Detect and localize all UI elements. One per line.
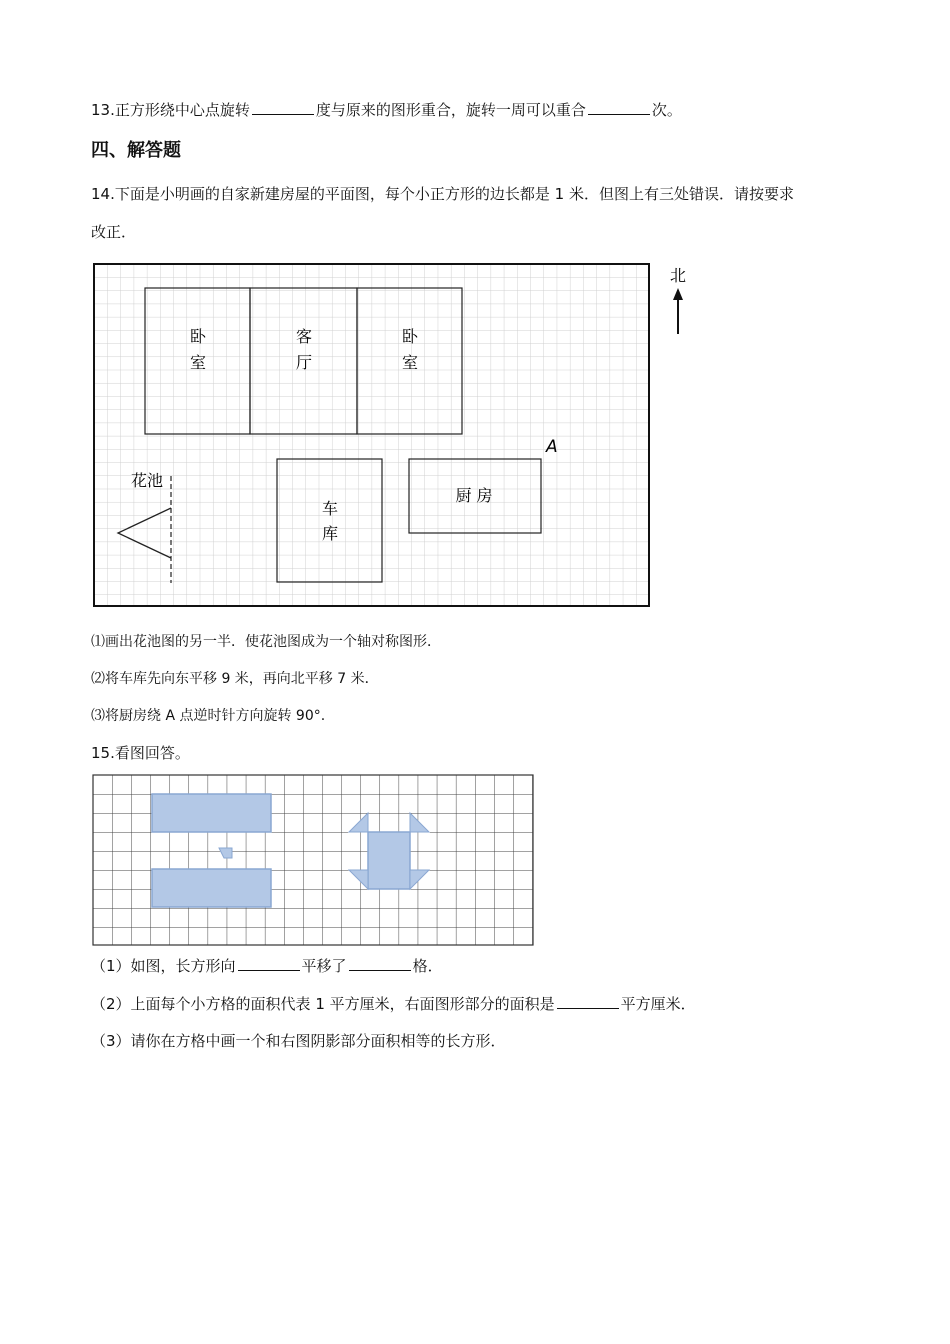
living-room-label-2: 厅	[295, 353, 313, 372]
living-room-label-1: 客	[295, 327, 313, 346]
q15-sub1-text-b: 平移了	[301, 957, 347, 975]
section-heading: 四、解答题	[91, 140, 181, 161]
q13-text-c: 次。	[651, 101, 682, 119]
q13-blank-1[interactable]	[252, 100, 314, 115]
original-rectangle	[152, 794, 271, 832]
q15-sub1-text-c: 格．	[412, 957, 443, 975]
q15-blank-area[interactable]	[557, 994, 619, 1009]
q15-blank-direction[interactable]	[238, 956, 300, 971]
q15-sub-1	[91, 956, 443, 976]
north-label: 北	[670, 266, 687, 285]
question-13	[91, 100, 682, 120]
point-a-label: A	[546, 437, 558, 457]
q15-sub2-text-a: （2）上面每个小方格的面积代表 1 平方厘米，右面图形部分的面积是	[91, 995, 555, 1013]
garage-label-1: 车	[321, 499, 339, 518]
moved-rectangle	[152, 869, 271, 907]
q15-sub-3: （3）请你在方格中画一个和右图阴影部分面积相等的长方形．	[91, 1032, 506, 1050]
q15-grid-figure	[90, 772, 538, 950]
bedroom-1-label-2: 室	[189, 353, 207, 372]
q15-sub1-text-a: （1）如图，长方形向	[91, 957, 236, 975]
house-floor-plan	[90, 258, 700, 613]
q13-text-b: 度与原来的图形重合，旋转一周可以重合	[315, 101, 586, 119]
q15-sub2-text-b: 平方厘米．	[620, 995, 696, 1013]
bedroom-1-label-1: 卧	[189, 327, 207, 346]
garage-label-2: 库	[321, 524, 339, 543]
q14-line-2: 改正．	[91, 223, 137, 241]
q13-text-a: 13.正方形绕中心点旋转	[91, 101, 250, 119]
bedroom-2-label-2: 室	[401, 353, 419, 372]
q14-sub-2: ⑵将车库先向东平移 9 米，再向北平移 7 米．	[91, 671, 379, 687]
q14-sub-1: ⑴画出花池图的另一半．使花池图成为一个轴对称图形．	[91, 634, 441, 650]
kitchen-label: 厨 房	[455, 486, 493, 505]
q15-blank-steps[interactable]	[349, 956, 411, 971]
q13-blank-2[interactable]	[588, 100, 650, 115]
q14-line-1: 14.下面是小明画的自家新建房屋的平面图，每个小正方形的边长都是 1 米．但图上有三处错误．请按要求	[91, 185, 794, 203]
north-arrowhead-icon	[673, 288, 683, 300]
bedroom-2-label-1: 卧	[401, 327, 419, 346]
q15-title: 15.看图回答。	[91, 744, 190, 762]
flower-pool-label: 花池	[131, 471, 164, 490]
q14-sub-3: ⑶将厨房绕 A 点逆时针方向旋转 90°.	[91, 708, 326, 724]
q15-sub-2	[91, 994, 696, 1014]
